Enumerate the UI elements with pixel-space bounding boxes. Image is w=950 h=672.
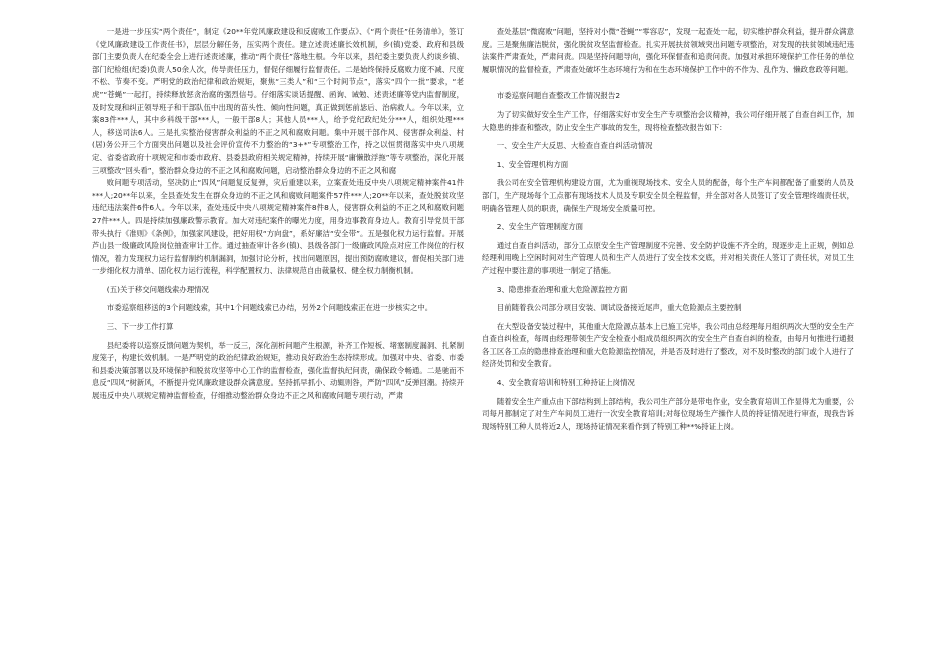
right-column: [482, 26, 854, 664]
right-heading-management-org: 1、安全管理机构方面: [496, 159, 569, 169]
left-heading-clue-handling: (五)关于移交问题线索办理情况: [106, 284, 209, 294]
right-paragraph-training: 随着安全生产重点由下部结构到上部结构，我公司生产部分是带电作业，安全教育培训工作显得尤为重要，公司每月都制定了对生产车间员工进行一次安全教育培训;对每位现场生产操作人员的持证情况进行审查，现我告诉现场特别工种人员将近2人，现场持证情况来看作到了特别工种**%持证上岗。: [482, 396, 854, 431]
left-column: [92, 26, 464, 664]
right-paragraph-management-org: 我公司在安全管理机构建设方面，尤为重视现场技术、安全人员的配备，每个生产车间都配备了重要的人员及部门，生产现场每个工点都有现场技术人员及专职安全员全程监督，并全部对各人员签订了安全管理终端责任状，明确各管理人员的职责，确保生产现场安全质量可控。: [482, 178, 854, 213]
report-title: 市委巡察问题自查整改工作情况报告2: [496, 91, 621, 101]
right-paragraph-continuation: 查处基层“微腐败”问题，坚持对小微“苍蝇”“零容忍”，发现一起查处一起，切实维护群众利益，提升群众满意度。三是聚焦廉洁脱贫，强化脱贫攻坚监督检查。扎实开展扶贫领域突出问题专项整治，对发现的扶贫领域违纪违法案件严肃查处，严肃问责。四是坚持问题导向，强化环保督查和追责问责。加强对承担环境保护工作任务的单位履职情况的监督检查，严肃查处破坏生态环境行为和在生态环境保护工作中的不作为、乱作为、懒政怠政等问题。: [482, 27, 854, 74]
right-heading-section-one: 一、安全生产大反思、大检查自查自纠活动情况: [496, 141, 653, 151]
right-paragraph-hazard-intro: 目前随着我公司部分项目安装、调试设备接近尾声，重大危险源点主要控制: [496, 303, 742, 313]
left-paragraph-four-winds: 败问题专项活动，坚决防止“四风”问题复反复弹，灾后重建以来，立案查处违反中央八项规定精神案件41件***人;20**年以来，全县查处发生在群众身边的不正之风和腐败问题案件57件***人;20**年以来，查处脱贫攻坚违纪违法案件6件6人。今年以来，查处违反中央八项规定精神案件8件8人，侵害群众利益的不正之风和腐败问题27件***人。四是持续加强廉政警示教育。加大对违纪案件的曝光力度，用身边事教育身边人。教育引导党员干部带头执行《准则》《条例》，加强家风建设，把好用权“方向盘”，系好廉洁“安全带”。五是强化权力运行监督。开展芦山县一级廉政风险岗位抽查审计工作。通过抽查审计各乡(镇)、县级各部门一级廉政风险点对应工作岗位的行权情况，着力发现权力运行监督制约机制漏洞，加强讨论分析，找出问题原因，提出预防腐败建议，督促相关部门进一步细化权力清单、固化权力运行流程，科学配置权力、法律规范自由裁量权、健全权力制衡机制。: [92, 178, 464, 276]
right-paragraph-hazard-detail: 在大型设备安装过程中，其他重大危险源点基本上已施工完毕，我公司由总经理每月组织两次大型的安全生产自查自纠检查，每周由经理带领生产安全检查小组成员组织两次的安全生产自查自纠的检查，由每月旬推进行通报各工区各工点的隐患排查治理和重大危险源监控情况，并是否及时进行了整改，对不及时整改的部门或个人进行了经济处罚和安全教育。: [482, 321, 854, 369]
right-heading-management-rules: 2、安全生产管理制度方面: [496, 222, 584, 232]
right-paragraph-intro: 为了切实做好安全生产工作，仔细落实好市安全生产专项整治会议精神，我公司仔细开展了自查自纠工作，加大隐患的排查和整改，防止安全生产事故的发生，现将检查整改报告如下：: [482, 109, 854, 132]
left-heading-next-steps: 三、下一步工作打算: [106, 322, 174, 332]
left-paragraph-clues: 市委巡察组移送的3个问题线索，其中1个问题线索已办结，另外2个问题线索正在进一步核实之中。: [106, 303, 433, 313]
left-paragraph-next-steps: 县纪委将以巡察反馈问题为契机，举一反三，深化剖析问题产生根源，补齐工作短板、堵塞制度漏洞、扎紧制度笼子，构建长效机制。一是严明党的政治纪律政治规矩，推动良好政治生态持续形成。加强对中央、省委、市委和县委决策部署以及环境保护和脱贫攻坚等中心工作的监督检查，强化监督执纪问责，确保政令畅通。二是驰而不息反“四风”树新风，不断提升党风廉政建设群众满意度。坚持抓早抓小、动辄则咎，严防“四风”反弹回潮。持续开展违反中央八项规定精神监督检查，仔细推动整治群众身边不正之风和腐败问题专项行动，严肃: [92, 340, 464, 401]
right-heading-training: 4、安全教育培训和特别工种持证上岗情况: [496, 378, 635, 388]
right-heading-hazard-control: 3、隐患排查治理和重大危险源监控方面: [496, 284, 628, 294]
left-paragraph-accountability: 一是进一步压实“两个责任”，制定《20**年党风廉政建设和反腐败工作要点》、《“两个责任”任务清单》，签订《党风廉政建设工作责任书》，层层分解任务，压实两个责任。建立述责述廉长效机制，乡(镇)党委、政府和县级部门主要负责人在纪委全会上进行述责述廉，推动“两个责任”落地生根。今年以来，县纪委主要负责人约谈乡镇、部门纪检组(纪委)负责人50余人次，传导责任压力，督促仔细履行监督责任。二是始终保持反腐败力度不减、尺度不松、节奏不变。严明党的政治纪律和政治规矩，聚焦“三类人”和“三个时间节点”，落实“四个一批”要求，“老虎”“苍蝇”一起打，持续释放惩贪治腐的强烈信号。仔细落实谈话提醒、函询、诫勉、述责述廉等党内监督制度，及时发现和纠正领导班子和干部队伍中出现的苗头性、倾向性问题，真正做到惩前毖后、治病救人。今年以来，立案83件***人，其中乡科级干部***人，一般干部8人；其他人员***人，给予党纪政纪处分***人，组织处理***人，移送司法6人。三是扎实整治侵害群众利益的不正之风和腐败问题。集中开展干部作风、侵害群众利益、村(居)务公开三个方面突出问题以及社会评价宣传不力整治的“3+*”专项整治工作，持之以恒贯彻落实中央八项规定、省委省政府十项规定和市委市政府、县委县政府相关规定精神，持续开展“庸懒散浮拖”等专项整治，深化开展三项整改“回头看”，整治群众身边的不正之风和腐败问题，启动整治群众身边的不正之风和腐: [92, 27, 464, 175]
right-paragraph-management-rules: 通过自查自纠活动，部分工点原安全生产管理制度不完善、安全防护设施不齐全的，现逐步走上正规，例如总经理利用晚上空闲时间对生产管理人员和生产人员进行了安全技术交底，并对相关责任人签订了责任状，对员工生产过程中要注意的事项进一制定了措施。: [482, 240, 854, 275]
